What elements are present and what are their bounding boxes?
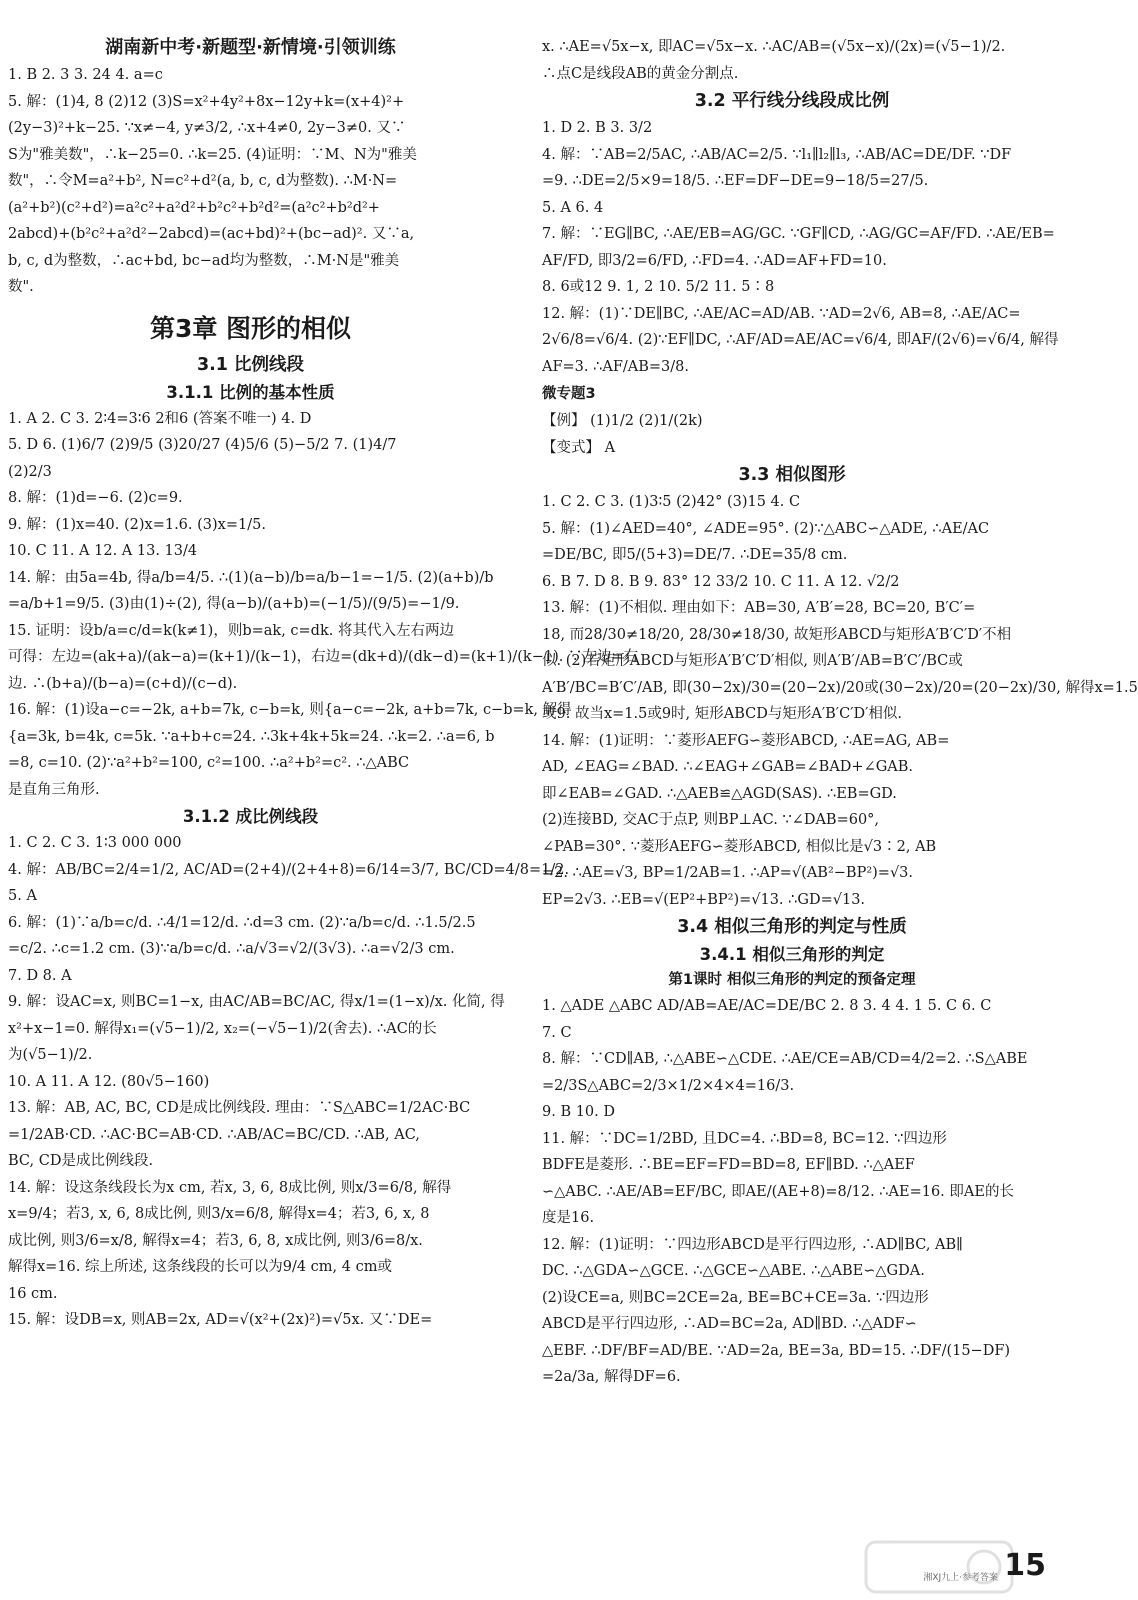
answer-line: 5. A xyxy=(8,888,37,904)
answer-line: 9. 解：设AC=x, 则BC=1−x, 由AC/AB=BC/AC, 得x/1=(1−x)/x. 化简, 得 xyxy=(8,994,505,1010)
answer-line: =2a/3a, 解得DF=6. xyxy=(542,1369,681,1385)
answer-line: 数". xyxy=(8,279,34,295)
answer-line: b, c, d为整数，∴ac+bd, bc−ad均为整数，∴M·N是"雅美 xyxy=(8,252,400,269)
answer-line: 1. C 2. C 3. 1∶3 000 000 xyxy=(8,835,182,851)
answer-line: 8. 解：(1)d=−6. (2)c=9. xyxy=(8,490,183,506)
answer-line: 13. 解：(1)不相似. 理由如下：AB=30, A′B′=28, BC=20, B′C′= xyxy=(542,600,976,616)
answers-3-2 xyxy=(542,115,1059,380)
answer-line: 1. D 2. B 3. 3/2 xyxy=(542,120,653,136)
section-3-4-title: 3.4 相似三角形的判定与性质 xyxy=(677,917,907,937)
answer-line: =1/2AB·CD. ∴AC·BC=AB·CD. ∴AB/AC=BC/CD. ∴AB, AC, xyxy=(8,1126,420,1143)
answer-line: 度是16. xyxy=(542,1210,595,1226)
answer-line: AF/FD, 即3/2=6/FD, ∴FD=4. ∴AD=AF+FD=10. xyxy=(542,252,887,269)
answer-line: EP=2√3. ∴EB=√(EP²+BP²)=√13. ∴GD=√13. xyxy=(542,891,866,908)
answer-line: 16 cm. xyxy=(8,1285,58,1302)
answer-line: 16. 解：(1)设a−c=−2k, a+b=7k, c−b=k, 则{a−c=−2k, a+b=7k, c−b=k, 解得 xyxy=(8,702,572,718)
answer-line: 5. A 6. 4 xyxy=(542,199,604,216)
answer-line: 1. A 2. C 3. 2∶4=3∶6 2和6 (答案不唯一) 4. D xyxy=(8,410,312,427)
answer-line: 数"，∴令M=a²+b², N=c²+d²(a, b, c, d为整数). ∴M·N= xyxy=(8,173,398,189)
answer-line: ∴点C是线段AB的黄金分割点. xyxy=(542,65,739,82)
answer-line: 7. D 8. A xyxy=(8,967,72,984)
answer-line: 解得x=16. 综上所述, 这条线段的长可以为9/4 cm, 4 cm或 xyxy=(8,1259,392,1275)
answer-line: DC. ∴△GDA∽△GCE. ∴△GCE∽△ABE. ∴△ABE∽△GDA. xyxy=(542,1263,925,1279)
answer-line: 5. 解：(1)4, 8 (2)12 (3)S=x²+4y²+8x−12y+k=(x+4)²+ xyxy=(8,93,405,110)
answers-continued xyxy=(542,34,1042,87)
answer-line: 13. 解：AB, AC, BC, CD是成比例线段. 理由：∵S△ABC=1/2AC·BC xyxy=(8,1100,471,1116)
banner-answers xyxy=(8,62,493,301)
answer-line: x=9/4；若3, x, 6, 8成比例, 则3/x=6/8, 解得x=4；若3, 6, x, 8 xyxy=(8,1206,430,1222)
lesson-1-title: 第1课时 相似三角形的判定的预备定理 xyxy=(668,972,916,988)
answer-line: 可得：左边=(ak+a)/(ak−a)=(k+1)/(k−1)，右边=(dk+d)/(dk−d)=(k+1)/(k−1). ∵左边=右 xyxy=(8,649,639,665)
answer-line: {a=3k, b=4k, c=5k. ∵a+b+c=24. ∴3k+4k+5k=24. ∴k=2. ∴a=6, b xyxy=(8,728,495,745)
answer-line: 是直角三角形. xyxy=(8,781,100,798)
answer-line: 4. 解：∵AB=2/5AC, ∴AB/AC=2/5. ∵l₁∥l₂∥l₃, ∴AB/AC=DE/DF. ∵DF xyxy=(542,146,1012,163)
answer-line: 10. A 11. A 12. (80√5−160) xyxy=(8,1073,210,1090)
answer-line: 5. 解：(1)∠AED=40°, ∠ADE=95°. (2)∵△ABC∽△ADE, ∴AE/AC xyxy=(542,520,990,537)
banner-title: 湖南新中考·新题型·新情境·引领训练 xyxy=(105,37,396,58)
answer-line: 1. B 2. 3 3. 24 4. a=c xyxy=(8,67,163,83)
answer-line: 12. 解：(1)∵DE∥BC, ∴AE/AC=AD/AB. ∵AD=2√6, AB=8, ∴AE/AC= xyxy=(542,305,1021,322)
answer-line: 10. C 11. A 12. A 13. 13/4 xyxy=(8,543,198,559)
answer-line: 6. 解：(1)∵a/b=c/d. ∴4/1=12/d. ∴d=3 cm. (2)∵a/b=c/d. ∴1.5/2.5 xyxy=(8,914,476,931)
answer-line: 【变式】 A xyxy=(542,439,616,456)
answer-line: 15. 解：设DB=x, 则AB=2x, AD=√(x²+(2x)²)=√5x. 又∵DE= xyxy=(8,1312,433,1328)
answer-line: =8, c=10. (2)∵a²+b²=100, c²=100. ∴a²+b²=c². ∴△ABC xyxy=(8,755,410,771)
answer-line: =2. ∴AE=√3, BP=1/2AB=1. ∴AP=√(AB²−BP²)=√3. xyxy=(542,865,914,881)
answer-line: 6. B 7. D 8. B 9. 83° 12 33/2 10. C 11. A 12. √2/2 xyxy=(542,573,900,590)
answer-line: AF=3. ∴AF/AB=3/8. xyxy=(542,358,689,375)
answer-line: 4. 解：AB/BC=2/4=1/2, AC/AD=(2+4)/(2+4+8)=6/14=3/7, BC/CD=4/8=1/2. xyxy=(8,861,570,878)
answer-line: ABCD是平行四边形, ∴AD=BC=2a, AD∥BD. ∴△ADF∽ xyxy=(542,1316,917,1332)
watermark-stamp xyxy=(864,1540,1014,1594)
answer-line: (2)设CE=a, 则BC=2CE=2a, BE=BC+CE=3a. ∵四边形 xyxy=(542,1289,929,1306)
answer-line: 成比例, 则3/6=x/8, 解得x=4；若3, 6, 8, x成比例, 则3/6=8/x. xyxy=(8,1232,423,1249)
answer-line: A′B′/BC=B′C′/AB, 即(30−2x)/30=(20−2x)/20或(30−2x)/20=(20−2x)/30, 解得x=1.5 xyxy=(542,679,1138,696)
answer-line: 【例】 (1)1/2 (2)1/(2k) xyxy=(542,413,703,429)
footer-code: 湘XJ九上·参考答案 xyxy=(923,1573,998,1583)
answer-line: 9. 解：(1)x=40. (2)x=1.6. (3)x=1/5. xyxy=(8,516,266,533)
answer-line: 即∠EAB=∠GAD. ∴△AEB≌△AGD(SAS). ∴EB=GD. xyxy=(542,785,897,802)
answer-line: x. ∴AE=√5x−x, 即AC=√5x−x. ∴AC/AB=(√5x−x)/(2x)=(√5−1)/2. xyxy=(542,39,1006,55)
answer-line: 12. 解：(1)证明：∵四边形ABCD是平行四边形, ∴AD∥BC, AB∥ xyxy=(542,1236,963,1253)
answer-line: (2y−3)²+k−25. ∵x≠−4, y≠3/2, ∴x+4≠0, 2y−3≠0. 又∵ xyxy=(8,120,406,136)
answer-line: 似. (2)若矩形ABCD与矩形A′B′C′D′相似, 则A′B′/AB=B′C′/BC或 xyxy=(542,653,963,669)
answer-line: x²+x−1=0. 解得x₁=(√5−1)/2, x₂=(−√5−1)/2(舍去). ∴AC的长 xyxy=(8,1020,437,1037)
answer-line: (2)连接BD, 交AC于点P, 则BP⊥AC. ∵∠DAB=60°, xyxy=(542,812,880,828)
answer-line: BDFE是菱形. ∴BE=EF=FD=BD=8, EF∥BD. ∴△AEF xyxy=(542,1157,915,1173)
answer-line: 15. 证明：设b/a=c/d=k(k≠1)，则b=ak, c=dk. 将其代入左右两边 xyxy=(8,622,454,639)
subsection-3-1-2-title: 3.1.2 成比例线段 xyxy=(182,807,319,826)
page-number: 15 xyxy=(1004,1548,1046,1583)
answer-line: 2√6/8=√6/4. (2)∵EF∥DC, ∴AF/AD=AE/AC=√6/4, 即AF/(2√6)=√6/4, 解得 xyxy=(542,332,1059,348)
answers-3-3 xyxy=(542,489,1138,913)
subsection-3-1-1-title: 3.1.1 比例的基本性质 xyxy=(166,382,335,402)
answer-line: 边. ∴(b+a)/(b−a)=(c+d)/(c−d). xyxy=(8,675,238,692)
answer-line: =DE/BC, 即5/(5+3)=DE/7. ∴DE=35/8 cm. xyxy=(542,547,848,563)
answer-line: 为(√5−1)/2. xyxy=(8,1047,93,1063)
answer-line: ∠PAB=30°. ∵菱形AEFG∽菱形ABCD, 相似比是√3∶2, AB xyxy=(542,838,937,855)
answer-line: =c/2. ∴c=1.2 cm. (3)∵a/b=c/d. ∴a/√3=√2/(3√3). ∴a=√2/3 cm. xyxy=(8,941,455,957)
answer-line: 18, 而28/30≠18/20, 28/30≠18/30, 故矩形ABCD与矩形A′B′C′D′不相 xyxy=(542,626,1012,643)
answer-line: (a²+b²)(c²+d²)=a²c²+a²d²+b²c²+b²d²=(a²c²+b²d²+ xyxy=(8,199,380,216)
answer-line: 或9. 故当x=1.5或9时, 矩形ABCD与矩形A′B′C′D′相似. xyxy=(542,706,903,722)
answer-line: =2/3S△ABC=2/3×1/2×4×4=16/3. xyxy=(542,1077,795,1094)
answer-line: ∽△ABC. ∴AE/AB=EF/BC, 即AE/(AE+8)=8/12. ∴AE=16. 即AE的长 xyxy=(542,1183,1014,1200)
answer-line: AD, ∠EAG=∠BAD. ∴∠EAG+∠GAB=∠BAD+∠GAB. xyxy=(542,759,914,775)
section-3-2-title: 3.2 平行线分线段成比例 xyxy=(694,91,890,111)
answer-line: 8. 6或12 9. 1, 2 10. 5/2 11. 5∶8 xyxy=(542,279,775,295)
answer-line: 8. 解：∵CD∥AB, ∴△ABE∽△CDE. ∴AE/CE=AB/CD=4/2=2. ∴S△ABE xyxy=(542,1051,1028,1067)
answer-line: =9. ∴DE=2/5×9=18/5. ∴EF=DF−DE=9−18/5=27/5. xyxy=(542,173,929,189)
answer-line: BC, CD是成比例线段. xyxy=(8,1153,154,1169)
section-3-1-title: 3.1 比例线段 xyxy=(196,354,305,375)
micro-topic-title: 微专题3 xyxy=(542,386,596,402)
right-column xyxy=(542,34,1138,1391)
answer-line: 7. 解：∵EG∥BC, ∴AE/EB=AG/GC. ∵GF∥CD, ∴AG/GC=AF/FD. ∴AE/EB= xyxy=(542,226,1055,242)
answer-line: 14. 解：(1)证明：∵菱形AEFG∽菱形ABCD, ∴AE=AG, AB= xyxy=(542,732,950,749)
micro-topic-answers xyxy=(542,408,1042,461)
answer-line: 14. 解：由5a=4b, 得a/b=4/5. ∴(1)(a−b)/b=a/b−1=−1/5. (2)(a+b)/b xyxy=(8,569,494,586)
chapter-title: 第3章 图形的相似 xyxy=(149,313,352,343)
answer-line: (2)2/3 xyxy=(8,463,52,480)
answer-line: △EBF. ∴DF/BF=AD/BE. ∵AD=2a, BE=3a, BD=15. ∴DF/(15−DF) xyxy=(542,1342,1011,1359)
answer-line: =a/b+1=9/5. (3)由(1)÷(2), 得(a−b)/(a+b)=(−1/5)/(9/5)=−1/9. xyxy=(8,596,460,612)
answers-3-4-1 xyxy=(542,993,1042,1391)
answer-line: 11. 解：∵DC=1/2BD, 且DC=4. ∴BD=8, BC=12. ∵四边形 xyxy=(542,1130,947,1147)
answer-line: 9. B 10. D xyxy=(542,1104,616,1120)
answer-line: 2abcd)+(b²c²+a²d²−2abcd)=(ac+bd)²+(bc−ad)². 又∵a, xyxy=(8,226,415,242)
answer-line: 5. D 6. (1)6/7 (2)9/5 (3)20/27 (4)5/6 (5)−5/2 7. (1)4/7 xyxy=(8,437,397,453)
answer-line: S为"雅美数"，∴k−25=0. ∴k=25. (4)证明：∵M、N为"雅美 xyxy=(8,146,417,163)
answer-line: 7. C xyxy=(542,1024,572,1041)
answer-line: 14. 解：设这条线段长为x cm, 若x, 3, 6, 8成比例, 则x/3=6/8, 解得 xyxy=(8,1179,452,1196)
answer-line: 1. C 2. C 3. (1)3∶5 (2)42° (3)15 4. C xyxy=(542,494,801,510)
answer-line: 1. △ADE △ABC AD/AB=AE/AC=DE/BC 2. 8 3. 4 4. 1 5. C 6. C xyxy=(542,998,992,1014)
subsection-3-4-1-title: 3.4.1 相似三角形的判定 xyxy=(699,945,885,964)
section-3-3-title: 3.3 相似图形 xyxy=(738,465,846,485)
